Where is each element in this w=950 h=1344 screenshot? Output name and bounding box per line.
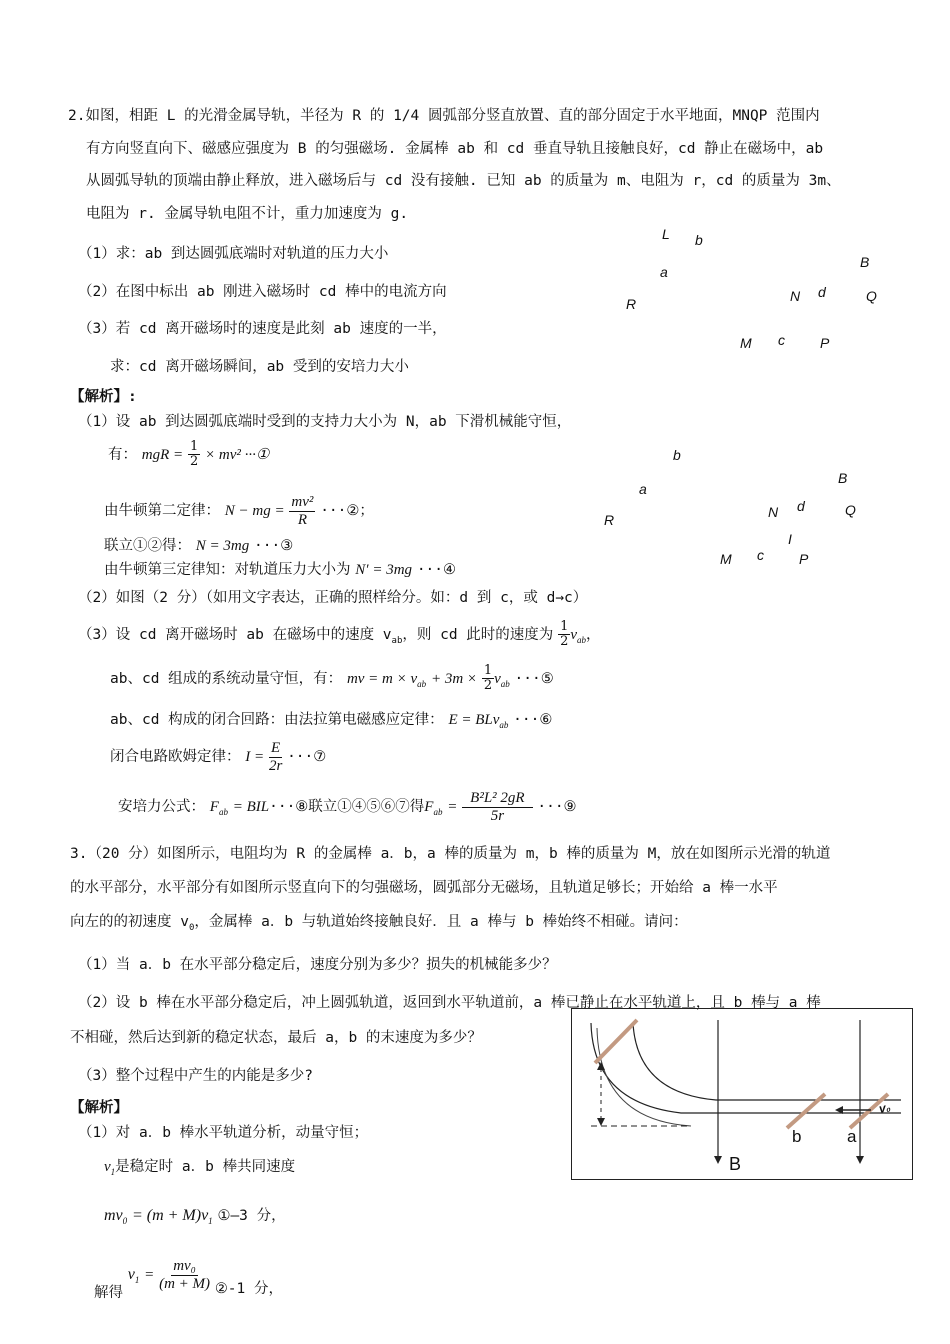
fig1-label-b: b <box>695 232 703 248</box>
eq8-num: B²L² 2gR <box>462 790 532 808</box>
q2-sub-3a: （3）若 cd 离开磁场时的速度是此刻 ab 速度的一半， <box>78 321 447 337</box>
fig1-label-a: a <box>660 264 668 280</box>
q3-fig-label-v0: v₀ <box>877 1100 892 1116</box>
q3eq1-eq: mv <box>104 1207 123 1224</box>
q3-sub-2a: （2）设 b 棒在水平部分稳定后，冲上圆弧轨道，返回到水平轨道前，a 棒已静止在水平轨道上，且 b 棒与 a 棒 <box>78 995 821 1011</box>
q3eq2-num: mv₀ <box>173 1258 196 1274</box>
q3-eq-2 <box>94 1258 283 1302</box>
rail-lower <box>633 1023 901 1100</box>
a6-den: 2 <box>560 634 569 650</box>
eq7-den: 2r <box>268 757 283 774</box>
eq5-num: 1 <box>483 663 493 678</box>
fig2-label-I: I <box>788 531 792 547</box>
q3eq2-den: (m + M) <box>159 1275 211 1292</box>
eq2-fraction <box>289 494 315 528</box>
eq8-sub2: ab <box>433 807 443 817</box>
q3eq1-eq2: = (m + M)v <box>131 1207 209 1224</box>
q2-stem-line-2: 有方向竖直向下、磁感应强度为 B 的匀强磁场. 金属棒 ab 和 cd 垂直导轨且接触良好，cd 静止在磁场中，ab <box>86 141 824 157</box>
eq6-sub: ab <box>499 720 509 730</box>
eq8-F2: F <box>424 799 434 815</box>
eq4-eq: N′ = 3mg <box>355 562 413 578</box>
eq2-prefix: 由牛顿第二定律： <box>104 503 220 519</box>
q3-figure-svg <box>571 1008 913 1180</box>
eq7-num: E <box>271 740 281 756</box>
eq1-lhs: mgR = <box>141 446 184 463</box>
rod-top <box>595 1020 637 1063</box>
q2-eq-3 <box>104 534 293 555</box>
eq2-tail: ···②； <box>320 503 374 519</box>
eq3-tail: ···③ <box>254 538 294 554</box>
eq1-num: 1 <box>189 439 199 454</box>
q3eq2-v: v <box>127 1266 135 1283</box>
fig2-label-N: N <box>768 504 779 520</box>
eq7-lhs: I = <box>245 749 265 765</box>
q3-figure <box>571 1008 913 1180</box>
a2-v: v <box>104 1159 111 1175</box>
fig2-label-a: a <box>639 481 647 497</box>
q3-stem3-text: 向左的的初速度 v <box>70 914 189 930</box>
fig1-label-c: c <box>778 332 785 348</box>
a6-v: v <box>570 626 578 643</box>
eq7-prefix: 闭合电路欧姆定律： <box>110 749 241 765</box>
field-arrow-right <box>856 1156 864 1164</box>
q3eq1-tail: ①—3 分， <box>217 1208 286 1224</box>
eq2-den: R <box>297 511 307 528</box>
eq3-prefix: 联立①②得： <box>104 538 191 554</box>
q2-stem-line-1: 2.如图，相距 L 的光滑金属导轨，半径为 R 的 1/4 圆弧部分竖直放置、直的部分固定于水平地面，MNQP 范围内 <box>68 108 820 124</box>
q3eq2-sub: 1 <box>134 1275 140 1285</box>
a2-sub: 1 <box>110 1167 116 1177</box>
q2-eq-4 <box>104 558 456 579</box>
eq5-vsub: ab <box>500 678 510 689</box>
q3-fig-label-B: B <box>729 1154 742 1174</box>
q2-analysis-2: （2）如图（2 分）（如用文字表达，正确的照样给分。如：d 到 c，或 d→c） <box>78 590 588 606</box>
fig1-label-d: d <box>818 284 826 300</box>
q2-analysis-heading: 【解析】: <box>70 389 137 405</box>
eq8-prefix: 安培力公式： <box>118 799 205 815</box>
q3eq2-eq: = <box>144 1267 155 1283</box>
eq1-prefix: 有： <box>108 446 137 463</box>
fig2-label-R: R <box>604 512 615 528</box>
a6-sub: ab <box>391 635 403 646</box>
q2-analysis-1: （1）设 ab 到达圆弧底端时受到的支持力大小为 N，ab 下滑机械能守恒， <box>78 414 572 430</box>
q3-stem-line-3 <box>70 910 688 933</box>
eq8-eq2: = <box>447 799 458 815</box>
eq7-fraction <box>269 740 282 774</box>
q2-stem-line-3: 从圆弧导轨的顶端由静止释放，进入磁场后与 cd 没有接触. 已知 ab 的质量为 m、电阻为 r，cd 的质量为 3m、 <box>86 173 841 189</box>
eq6-eq: E = BLv <box>448 712 500 728</box>
q3-analysis-1: （1）对 a．b 棒水平轨道分析，动量守恒； <box>78 1125 369 1141</box>
q2-sub-3b: 求：cd 离开磁场瞬间，ab 受到的安培力大小 <box>110 359 409 375</box>
eq8-fraction <box>462 790 532 824</box>
eq1-fraction <box>188 440 200 470</box>
fig1-label-R: R <box>626 296 637 312</box>
height-arrow-down <box>597 1118 605 1126</box>
q3eq2-fraction <box>159 1258 210 1292</box>
a6-prefix: （3）设 cd 离开磁场时 ab 在磁场中的速度 v <box>78 626 392 643</box>
eq8-sub: ab <box>218 807 228 817</box>
q2-stem-line-4: 电阻为 r. 金属导轨电阻不计，重力加速度为 g. <box>86 206 409 222</box>
a6-fraction <box>558 620 570 650</box>
eq3-eq: N = 3mg <box>195 538 250 554</box>
rail-arc-outer <box>597 1028 691 1126</box>
a6-num: 1 <box>560 619 569 634</box>
q3eq2-prefix: 解得 <box>94 1285 123 1301</box>
a6-vsub: ab <box>577 634 587 645</box>
q3eq1-sub2: 1 <box>208 1216 213 1226</box>
fig1-label-P: P <box>820 335 830 351</box>
q3eq1-sub: 0 <box>122 1216 128 1226</box>
eq6-tail: ···⑥ <box>513 712 553 728</box>
a6-end: ， <box>586 626 601 643</box>
q3-stem3-tail: ，金属棒 a．b 与轨道始终接触良好．且 a 棒与 b 棒始终不相碰。请问： <box>194 914 688 930</box>
eq8-eq: = BIL <box>232 799 270 815</box>
fig1-label-B: B <box>860 254 870 270</box>
q2-eq-1 <box>108 440 269 470</box>
eq8-den: 5r <box>490 807 505 824</box>
q2-sub-1: （1）求：ab 到达圆弧底端时对轨道的压力大小 <box>78 246 389 262</box>
fig2-label-b: b <box>673 447 681 463</box>
a2-text: 是稳定时 a．b 棒共同速度 <box>115 1159 296 1175</box>
eq1-den: 2 <box>189 454 199 470</box>
q3-sub-1: （1）当 a．b 在水平部分稳定后，速度分别为多少？损失的机械能多少？ <box>78 957 557 973</box>
q3-analysis-heading: 【解析】 <box>70 1100 128 1116</box>
q3-fig-label-a: a <box>847 1127 857 1146</box>
fig2-label-d: d <box>797 498 805 514</box>
q2-analysis-3 <box>78 620 601 650</box>
eq5-prefix: ab、cd 组成的系统动量守恒，有： <box>110 670 343 687</box>
eq8-F: F <box>209 799 219 815</box>
fig2-label-P: P <box>799 551 809 567</box>
eq8-mid: ···⑧联立①④⑤⑥⑦得 <box>269 799 425 815</box>
fig1-label-L: L <box>662 226 670 242</box>
fig1-label-Q: Q <box>866 288 877 304</box>
eq7-tail: ···⑦ <box>287 749 327 765</box>
q3-stem-line-1: 3.（20 分）如图所示，电阻均为 R 的金属棒 a．b，a 棒的质量为 m，b 棒的质量为 M，放在如图所示光滑的轨道 <box>70 846 831 862</box>
q2-eq-2 <box>104 494 374 528</box>
eq5-eq: mv = m × v <box>346 670 418 687</box>
eq4-tail: ···④ <box>416 562 457 578</box>
q2-eq-6 <box>110 708 552 730</box>
eq5-den: 2 <box>483 678 493 694</box>
eq2-num: mv² <box>291 494 314 510</box>
q3eq2-tail: ②-1 分， <box>214 1281 284 1297</box>
eq2-lhs: N − mg = <box>224 503 285 519</box>
fig2-label-Q: Q <box>845 502 856 518</box>
height-arrow-up <box>597 1062 605 1070</box>
fig1-label-M: M <box>740 335 752 351</box>
eq5-tail: ···⑤ <box>514 670 554 687</box>
fig1-label-N: N <box>790 288 801 304</box>
eq5-eq2: + 3m × <box>430 670 478 687</box>
q3-stem3-sub: 0 <box>188 923 195 933</box>
q3-fig-label-b: b <box>792 1127 802 1146</box>
fig2-label-B: B <box>838 470 848 486</box>
q2-sub-2: （2）在图中标出 ab 刚进入磁场时 cd 棒中的电流方向 <box>78 284 447 300</box>
q2-eq-7 <box>110 740 326 774</box>
q3-stem-line-2: 的水平部分，水平部分有如图所示竖直向下的匀强磁场，圆弧部分无磁场，且轨道足够长；开始给 a 棒一水平 <box>70 880 778 896</box>
eq5-v: v <box>494 670 501 687</box>
eq6-prefix: ab、cd 构成的闭合回路：由法拉第电磁感应定律： <box>110 712 444 728</box>
eq4-prefix: 由牛顿第三定律知：对轨道压力大小为 <box>104 562 351 578</box>
eq8-tail: ···⑨ <box>537 799 577 815</box>
field-arrow-left <box>714 1156 722 1164</box>
rod-b <box>787 1094 825 1128</box>
q3-eq-1 <box>104 1204 286 1226</box>
eq5-sub: ab <box>417 678 427 689</box>
eq5-fraction <box>482 664 494 694</box>
q3-analysis-2 <box>104 1155 295 1177</box>
eq1-rhs: × mv² ···① <box>205 446 270 463</box>
q3-sub-3: （3）整个过程中产生的内能是多少? <box>78 1068 313 1084</box>
a6-mid: ，则 cd 此时的速度为 <box>402 626 554 643</box>
q3-sub-2b: 不相碰，然后达到新的稳定状态，最后 a，b 的末速度为多少？ <box>70 1030 482 1046</box>
fig2-label-c: c <box>757 547 764 563</box>
q2-eq-8 <box>118 790 577 824</box>
fig2-label-M: M <box>720 551 732 567</box>
q2-eq-5 <box>110 664 554 694</box>
